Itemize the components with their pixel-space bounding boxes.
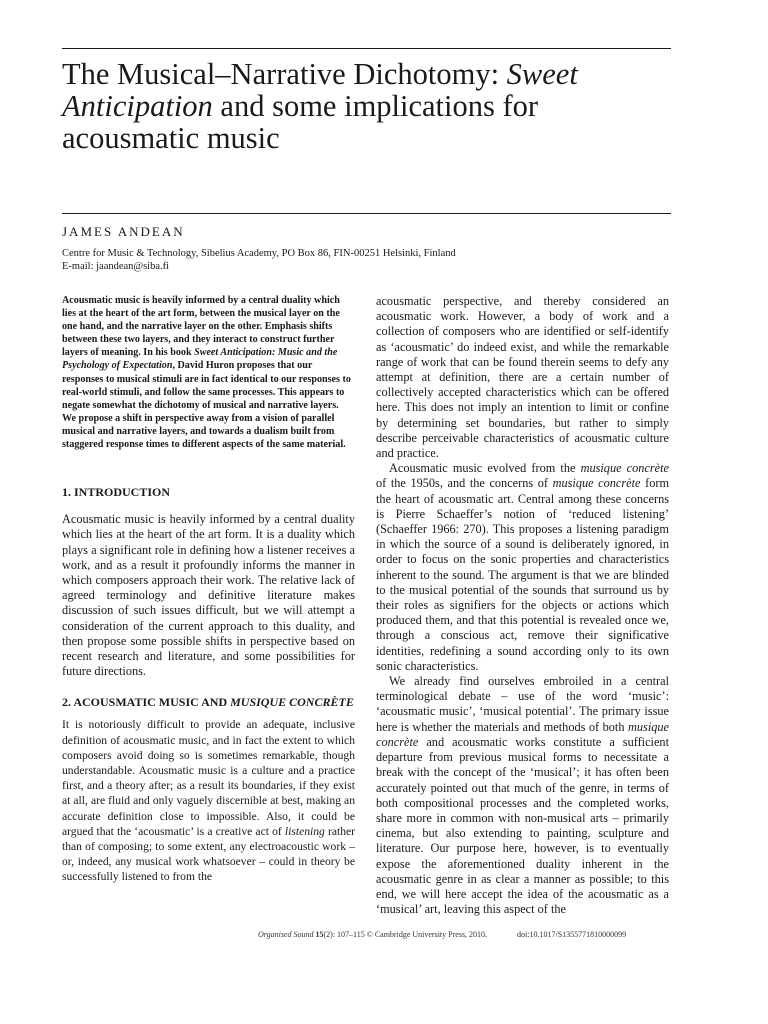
section-2-text-end: rather than of composing; to some extent, any electroacoustic work – or, indeed, any musical work whatsoever – could in theory be successfully listened to from the [62,824,355,884]
footer-journal: Organised Sound [258,930,314,939]
p3-italic: musique concrète [376,719,669,749]
title-text: The Musical–Narrative Dichotomy: [62,57,507,91]
page-footer [258,930,678,939]
footer-citation [258,930,501,939]
footer-issue-pages: (2): 107–115 © Cambridge University Press, 2010. [323,930,488,939]
author-affiliation [62,247,671,273]
p2-text: Acousmatic music evolved from the [389,461,581,476]
affiliation-address: Centre for Music & Technology, Sibelius Academy, PO Box 86, FIN-00251 Helsinki, Finland [62,248,456,259]
right-paragraph-2 [376,461,669,674]
right-paragraph-3 [376,674,669,917]
section-2-heading [62,695,355,709]
right-paragraph-1: acousmatic perspective, and thereby considered an acousmatic work. However, a body of work and a collection of composers who are identified or self-identify as ‘acousmatic’ do indeed exist, and while the remarkable range of work that can be found therein seems to defy any attempt at definition, there are a certain number of collectively accepted characteristics which can be offered here. This does not imply an intention to limit or confine by determining set boundaries, but rather to simply describe perceivable characteristics of acousmatic culture and practice. [376,294,669,461]
right-column [376,294,669,917]
footer-doi: doi:10.1017/S1355771810000099 [517,930,627,939]
footer-volume: 15 [315,930,324,939]
p3-text-2: and acousmatic works constitute a sufficient departure from previous musical forms to necessitate a break with the concept of the ‘musical’; it has often been accurately pointed out that much of the genre, in terms of both compositional processes and the completed works, share more in common with non-musical arts – primarily cinema, but also extending to painting, sculpture and literature. Our purpose here, however, is to eventually expose the aforementioned duality inherent in the acousmatic genre in as clear a manner as possible; to this end, we will here accept the idea of the acousmatic as a ‘musical’ art, leaving this aspect of the [376,734,669,917]
abstract [62,294,355,451]
section-1-paragraph: Acousmatic music is heavily informed by a central duality which lies at the heart of the art form. It is a duality which plays a significant role in defining how a listener receives a work, and as a result it profoundly informs the manner in which composers approach their work. The relative lack of agreed terminology and definitive literature makes discussion of such issues difficult, but we will attempt a consideration of the current approach to this duality, and then propose some possible shifts in perspective based on recent research and literature, and some possibilities for future directions. [62,512,355,679]
top-rule [62,48,671,49]
p2-text-3: form the heart of acousmatic art. Central among these concerns is Pierre Schaeffer’s notion of ‘reduced listening’ (Schaeffer 1966: 270). This proposes a listening paradigm in which the source of a sound is deliberately ignored, in order to focus on the sonic properties and characteristics inherent to the sound. The argument is that we are blinded to the musical potential of the sounds that surround us by their roles as signifiers for the objects or actions which produced them, and that this potential is revealed once we, through a conscious act, remove their significative identities, redefining a sound according only to its own sonic characteristics. [376,476,670,673]
title-italic-text: Sweet Anticipation [62,57,578,123]
abstract-text-end: , David Huron proposes that our responses to musical stimuli are in fact identical to our responses to real-world stimuli, and follow the same processes. This appears to negate somewhat the dichotomy of musical and narrative layers. We propose a shift in perspective away from a vision of parallel musical and narrative layers, and towards a dualism built from staggered response times to different aspects of the same material. [62,360,351,451]
abstract-book-title: Sweet Anticipation: Music and the Psychology of Expectation [62,347,338,372]
p2-text-2: of the 1950s, and the concerns of [376,476,553,491]
section-2-heading-italic: MUSIQUE CONCRÈTE [230,695,354,710]
left-column [62,294,355,885]
article-title [62,58,671,154]
title-text-end: and some implications for acousmatic music [62,89,539,155]
section-1-heading: 1. INTRODUCTION [62,485,171,500]
p2-italic-2: musique concrète [552,476,641,491]
p3-text: We already find ourselves embroiled in a central terminological debate – use of the word ‘music’: ‘acousmatic music’, ‘musical potential’. The primary issue here is whether the materials and methods of both [376,674,669,734]
section-2-paragraph [62,717,355,884]
section-2-italic: listening [284,824,325,838]
section-2-text: It is notoriously difficult to provide an adequate, inclusive definition of acousmatic music, and in fact the extent to which composers avoid doing so is sometimes remarkable, though understandable. Acousmatic music is a culture and a practice first, and a theory after; as a result its boundaries, if they exist at all, are fluid and only vaguely discernible at best, making an accurate definition close to impossible. Also, it could be argued that the ‘acousmatic’ is a creative act of [62,718,355,838]
title-rule [62,213,671,214]
section-2-heading-text: 2. ACOUSMATIC MUSIC AND [62,695,231,710]
author-name: JAMES ANDEAN [62,224,185,239]
p2-italic-1: musique concrète [580,461,669,476]
abstract-text: Acousmatic music is heavily informed by a central duality which lies at the heart of the art form, between the musical layer on the one hand, and the narrative layer on the other. Emphasis shifts between these two layers, and they interact to construct further layers of meaning. In his book [62,295,340,359]
affiliation-email: E-mail: jaandean@siba.fi [62,261,170,272]
